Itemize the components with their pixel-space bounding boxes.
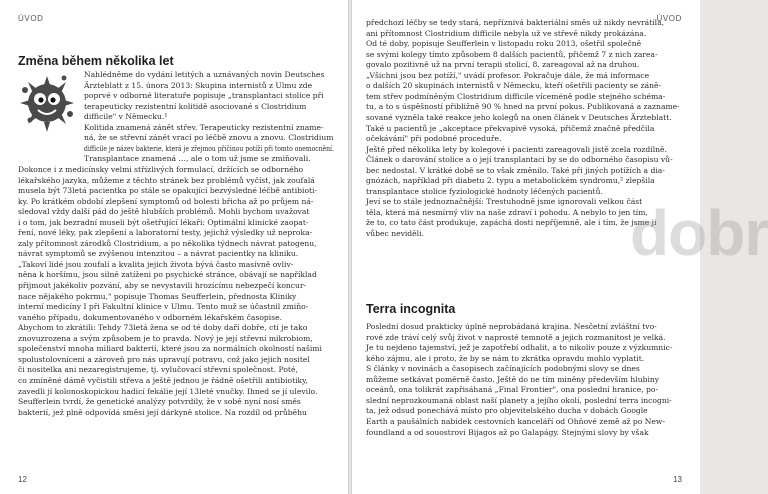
text-line: očekávání" při podobné proceduře.	[366, 134, 502, 144]
text-line: ření, nové léky, pak zlepšení a laboratorní testy, jejichž výsledky už neproka-	[18, 228, 313, 238]
text-line: vůbec neviděli.	[366, 229, 424, 238]
text-line: Transplantace znamená …, ale o tom už jsme se zmiňovali.	[84, 154, 311, 164]
text-line: ta, jež odsud ponechává místo pro objevitelského ducha v dobách Google	[366, 406, 648, 416]
text-line: gnózách, například při diabetu 2. typu a metabolickém syndromu,² zlepšila	[366, 176, 655, 186]
text-line: Abychom to zkrátili: Tehdy 73letá žena se od té doby daří dobře, ctí je tako	[18, 323, 308, 333]
text-line: musela být 73letá pacientka po stále se opakující bezvýsledné léčbě antibioti-	[18, 186, 318, 196]
text-line: předchozí léčby se tedy stará, nepříznivá bakteriální směs už nikdy nevrátila,	[366, 18, 665, 27]
text-line: těla, která má nesmírný vliv na naše zdraví i pohodu. A nebylo to jen tím,	[366, 207, 648, 217]
running-head: ÚVOD	[18, 14, 44, 23]
text-line: společenství mnoha miliard bakterií, které jsou za normálních okolností našimi	[18, 344, 322, 354]
text-line: ná, že se střevní zánět vrací po léčbě znovu a znovu. Clostridium	[84, 133, 334, 143]
text-line: Jeví se to stále jednoznačnější: Trestuhodně jsme ignorovali velkou část	[366, 197, 643, 207]
text-line: o dalších 20 skupinách internistů v Německu, kteří ošetřili pacienty se záně-	[366, 81, 662, 91]
text-line: se svými kolegy tímto způsobem 8 dalších pacientů, přičemž 7 z nich zarea-	[366, 49, 658, 59]
text-line: zaly přítomnost zárodků Clostridium, a po několika týdnech návrat patogenu,	[18, 238, 317, 248]
page-number: 13	[673, 475, 682, 484]
germ-illustration	[16, 70, 78, 134]
text-line: Nahlédněme do vydání letitých a uznávaných novin Deutsches	[84, 70, 325, 79]
text-line: spolustolovníceni a zároveň pro nás upravují potravu, což jako jejich nositel	[18, 354, 310, 364]
text-line: přijmout jakékoliv pozvání, aby se nevystavili hrozícímu nebezpečí koncur-	[18, 281, 307, 290]
text-line: Dokonce i z medicínsky velmi střízlivých formulací, držících se odborného	[18, 164, 304, 174]
text-line: „Všichni jsou bez potíží," uvádí profesor. Pokračuje dále, že má informace	[366, 70, 650, 80]
section-heading: Terra incognita	[366, 302, 456, 316]
text-line: terapeuticky rezistentní kolitidě asociované s Clostridium	[84, 101, 307, 111]
text-line: tem střev podmíněným Clostridium difficile víceméně podle stejného schéma-	[366, 91, 666, 101]
text-line: poprvé v odborné literatuře popisuje „transplantaci stolice při	[84, 91, 324, 101]
text-line: bakterií, jež plně odpovídá směsi její dárkyně stolice. Na rozdíl od průběhu	[18, 407, 307, 417]
watermark-logo: dobr	[630, 197, 768, 269]
text-line: foundland a od souostroví Bijagos až po Galapágy. Stejnými slovy by však	[366, 427, 649, 437]
text-line: vaného případu, dokumentovaného v odborném lékařském časopise.	[18, 312, 283, 322]
text-line: govalo pozitivně už na první terapii stolicí, 8. zareagoval až na druhou.	[366, 60, 640, 70]
text-line: či nositelka ani nezaregistrujeme, tj. vylučovací střevní společnost. Poté,	[18, 365, 298, 375]
text-line: interní medicíny I při Fakultní klinice v Ulmu. Tento muž se účastnil zmiňo-	[18, 302, 309, 312]
text-line: oceánů, ona tolikrát zapřisáhaná „Final Frontier", ona poslední hranice, po-	[366, 385, 659, 395]
text-line: co zmíněné dámě vyčistili střeva a ještě jednou je řádně ošetřili antibiotiky,	[18, 375, 308, 385]
text-line: Ärzteblatt z 15. února 2013: Skupina internistů z Ulmu zde	[84, 80, 313, 90]
text-line: můžeme setkávat poměrně často. Ještě do ne tím miněny především hlubiny	[366, 374, 660, 384]
text-line: něna k horšímu, jsou silně zatíženi po psychické stránce, obávají se například	[18, 270, 317, 280]
text-line: Také u pacientů je „akceptace překvapivě vysoká, přičemž značně předčila	[366, 123, 655, 133]
text-line: Od té doby, popisuje Seufferlein v listopadu roku 2013, ošetřil společně	[366, 39, 642, 49]
text-line: Je tu nejdeno tajemství, jež je zapotřebí odhalit, a to nikoliv pouze z výzkumnic-	[366, 343, 673, 353]
text-line: zavedli jí kolonoskopickou hadicí fekálie její 13leté vnučky. Ihned se jí ulevilo.	[18, 386, 318, 396]
text-line: difficile" v Německu.¹	[84, 112, 168, 122]
text-line: že to, co tato část produkuje, zapáchá dosti nepříjemně, ale i tím, že jsme ji	[366, 218, 657, 228]
text-line: lékařského jazyka, můžeme z těchto stránek bez problémů vyčíst, jak zoufalá	[18, 175, 315, 185]
text-line: sované vyzněla také reakce jeho kolegů na onen článek v Deutsches Ärzteblatt.	[366, 112, 672, 122]
right-page	[352, 0, 768, 494]
text-line: transplantace stolice fyziologické hodnoty léčených pacientů.	[366, 186, 603, 196]
text-line: rové zde tráví celý svůj život v naprosté temnotě a jejich rozmanitost je velká.	[366, 332, 666, 342]
text-line: Poslední dosud prakticky úplně neprobádaná krajina. Nesčetní zvláštní tvo-	[366, 322, 657, 331]
text-line: Článek o darování stolice a o její transplantaci by se do odborného časopisu vů-	[366, 155, 673, 165]
section-heading: Změna během několika let	[18, 54, 174, 68]
text-line: nace nějakého pokrmu," popisuje Thomas Seufferlein, přednosta Kliniky	[18, 291, 297, 301]
text-line: ky. Po krátkém období zlepšení symptomů od bolesti břicha až po průjem ná-	[18, 196, 314, 206]
text-line: ani přítomnost Clostridium difficile nebyla už ve střevě nikdy prokázána.	[366, 28, 647, 38]
text-line: slední neprozkoumaná oblast naší planety a jejího okolí, poslední terra incogni-	[366, 395, 672, 405]
page-number: 12	[18, 475, 27, 484]
text-line: kého zájmu, ale i proto, že by se nám to zkrátka opravdu mohlo vyplatit.	[366, 353, 645, 363]
text-line: Seufferlein tvrdí, že genetické analýzy potvrdily, že v sobě nyní nosí směs	[18, 397, 301, 407]
text-line: Kolitida znamená zánět střev. Terapeuticky rezistentní zname-	[84, 122, 324, 132]
text-line: difficile je název bakterie, která je zřejmou příčinou potíží při tomto onemocnění.	[84, 143, 334, 153]
text-line: Ještě před několika lety by kolegové i pacienti zareagovali jistě zcela rozdílně.	[366, 144, 667, 154]
text-line: Earth a paušálních nabídek cestovních kanceláří od Ohňové země až po New-	[366, 416, 665, 426]
text-line: bec nedostal. V krátké době se to však změnilo. Také při jiných potížích a dia-	[366, 165, 665, 175]
left-page	[0, 0, 348, 494]
text-line: tu, a to s úspěšností přibližně 90 % hned na první pokus. Publikovaná a zazname-	[366, 102, 680, 112]
text-line: znovuzrozena a svým způsobem je to pravda. Nový je její střevní mikrobiom,	[18, 333, 313, 343]
running-head: ÚVOD	[656, 14, 682, 23]
text-line: S články v novinách a časopisech začínajících podobnými slovy se dnes	[366, 364, 640, 374]
text-line: sledoval vždy další pád do ještě hlubších problémů. Mohli bychom uvažovat	[18, 207, 310, 217]
text-line: „Takoví lidé jsou zoufalí a kvalita jejich života bývá často masivně ovliv-	[18, 259, 294, 269]
text-line: návrat symptomů se zvýšenou intenzitou – a návrat pacientky na kliniku.	[18, 249, 299, 259]
text-line: i o tom, jak bezradní museli být ošetřující lékaři: Optimální klinické zaopat-	[18, 217, 309, 227]
